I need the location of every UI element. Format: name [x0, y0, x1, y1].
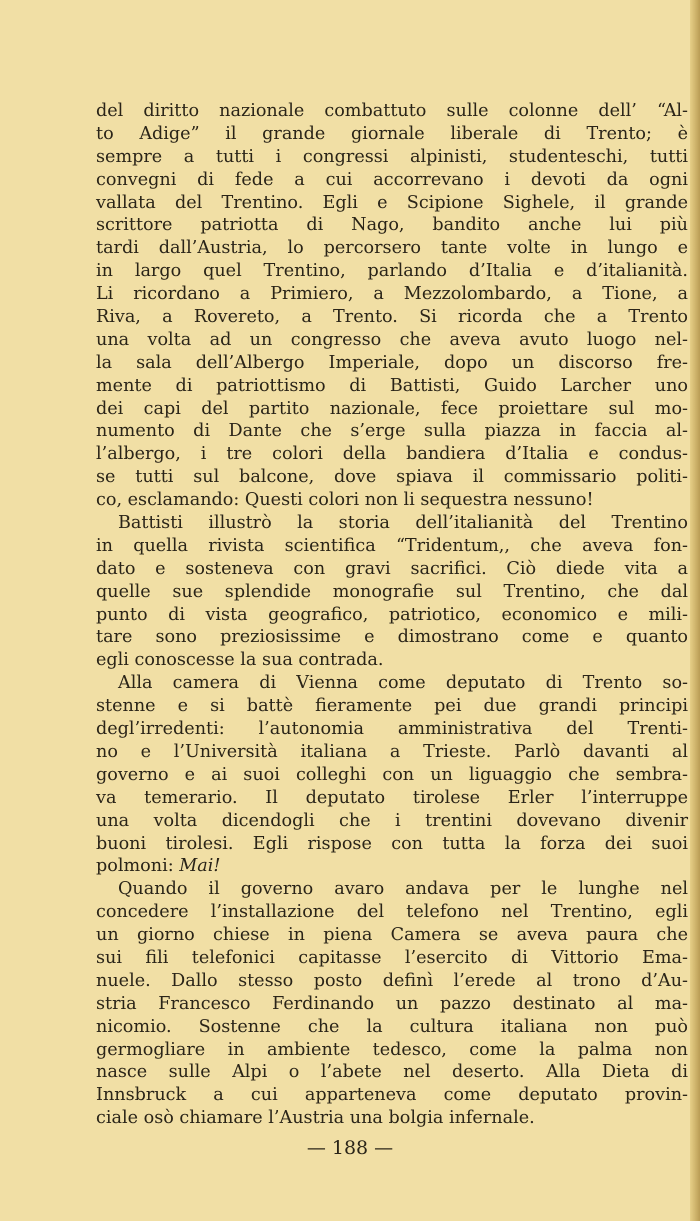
- page-edge: [690, 0, 700, 1221]
- text-line: quelle sue splendide monografie sul Trentino, che dal: [96, 581, 688, 602]
- text-line: to Adige” il grande giornale liberale di Trento; è: [96, 123, 688, 144]
- text-line: punto di vista geografico, patriotico, economico e mili-: [96, 604, 688, 625]
- text-line: scrittore patriotta di Nago, bandito anche lui più: [96, 215, 688, 236]
- text-line: no e l’Università italiana a Trieste. Parlò davanti al: [96, 741, 688, 762]
- text-line: dato e sosteneva con gravi sacrifici. Ciò diede vita a: [96, 558, 688, 579]
- text-line: va temerario. Il deputato tirolese Erler l’interruppe: [96, 787, 688, 808]
- text-line: Battisti illustrò la storia dell’italianità del Trentino: [118, 513, 688, 534]
- text-line: la sala dell’Albergo Imperiale, dopo un discorso fre-: [96, 352, 688, 373]
- text-line: mente di patriottismo di Battisti, Guido Larcher uno: [96, 375, 688, 396]
- text-line: una volta dicendogli che i trentini dovevano divenir: [96, 810, 688, 831]
- text-line: buoni tirolesi. Egli rispose con tutta la forza dei suoi: [96, 833, 688, 854]
- text-line: Alla camera di Vienna come deputato di Trento so-: [118, 673, 688, 694]
- text-line: stenne e si battè fieramente pei due grandi principi: [96, 696, 688, 717]
- text-line: numento di Dante che s’erge sulla piazza in faccia al-: [96, 421, 688, 442]
- italic-word: Mai!: [179, 856, 221, 877]
- text-line: se tutti sul balcone, dove spiava il commissario politi-: [96, 467, 688, 488]
- text-line: tare sono preziosissime e dimostrano come e quanto: [96, 627, 688, 648]
- text-line: convegni di fede a cui accorrevano i devoti da ogni: [96, 169, 688, 190]
- text-line: sui fili telefonici capitasse l’esercito di Vittorio Ema-: [96, 947, 688, 968]
- text-line: Riva, a Rovereto, a Trento. Si ricorda che a Trento: [96, 307, 688, 328]
- text-line: l’albergo, i tre colori della bandiera d’Italia e condus-: [96, 444, 688, 465]
- text-line: in largo quel Trentino, parlando d’Italia e d’italianità.: [96, 261, 688, 282]
- text-line: nuele. Dallo stesso posto definì l’erede al trono d’Au-: [96, 970, 688, 991]
- text-line: tardi dall’Austria, lo percorsero tante volte in lungo e: [96, 238, 688, 259]
- text-line: sempre a tutti i congressi alpinisti, studenteschi, tutti: [96, 146, 688, 167]
- text-line: una volta ad un congresso che aveva avuto luogo nel-: [96, 329, 688, 350]
- text-line: nicomio. Sostenne che la cultura italiana non può: [96, 1016, 688, 1037]
- text-line: Li ricordano a Primiero, a Mezzolombardo, a Tione, a: [96, 284, 688, 305]
- text-line: degl’irredenti: l’autonomia amministrativa del Trenti-: [96, 719, 688, 740]
- text-line: concedere l’installazione del telefono nel Trentino, egli: [96, 902, 688, 923]
- text-line: germogliare in ambiente tedesco, come la palma non: [96, 1039, 688, 1060]
- text-line: governo e ai suoi colleghi con un liguaggio che sembra-: [96, 764, 688, 785]
- text-line: vallata del Trentino. Egli e Scipione Sighele, il grande: [96, 192, 688, 213]
- text-line: Innsbruck a cui apparteneva come deputato provin-: [96, 1085, 688, 1106]
- text-line: del diritto nazionale combattuto sulle colonne dell’ “Al-: [96, 101, 688, 121]
- text-line: co, esclamando: Questi colori non li sequestra nessuno!: [96, 490, 594, 511]
- text-line: Quando il governo avaro andava per le lunghe nel: [118, 879, 688, 900]
- text-line: un giorno chiese in piena Camera se aveva paura che: [96, 925, 688, 946]
- text-line: dei capi del partito nazionale, fece proiettare sul mo-: [96, 398, 688, 419]
- text-line: egli conoscesse la sua contrada.: [96, 650, 384, 671]
- body-text: [96, 100, 688, 1130]
- text-line: nasce sulle Alpi o l’abete nel deserto. Alla Dieta di: [96, 1062, 688, 1083]
- text-line: ciale osò chiamare l’Austria una bolgia infernale.: [96, 1108, 535, 1129]
- text-line: in quella rivista scientifica “Tridentum,, che aveva fon-: [96, 535, 688, 556]
- text-line: polmoni: Mai!: [96, 856, 221, 877]
- page-number: — 188 —: [306, 1137, 394, 1159]
- text-line: stria Francesco Ferdinando un pazzo destinato al ma-: [96, 993, 688, 1014]
